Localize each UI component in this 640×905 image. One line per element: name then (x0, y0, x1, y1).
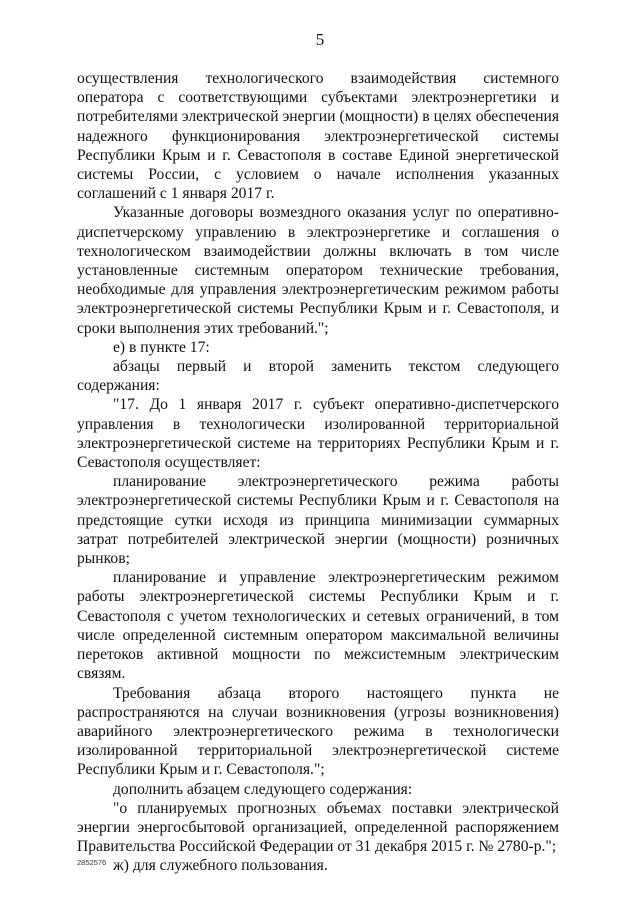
paragraph: Указанные договоры возмездного оказания услуг по оперативно-диспетчерскому управлению в электроэнергетике и соглашения о технологическом взаимодействии должны включать в том числе установленные системным оператором технические требования, необходимые для управления электроэнергетическим режимом работы электроэнергетической системы Республики Крым и г. Севастополя, и сроки выполнения этих требований."; (77, 204, 559, 337)
paragraph: планирование электроэнергетического режима работы электроэнергетической системы Республики Крым и г. Севастополя на предстоящие сутки исходя из принципа минимизации суммарных затрат потребителей электрической энергии (мощности) розничных рынков; (77, 473, 559, 568)
paragraph: ж) для служебного пользования. (113, 857, 328, 875)
paragraph: "о планируемых прогнозных объемах поставки электрической энергии энергосбытовой организацией, определенной распоряжением Правительства Российской Федерации от 31 декабря 2015 г. № 2780-р."; (77, 799, 559, 856)
paragraph: дополнить абзацем следующего содержания: (113, 780, 413, 798)
paragraph: "17. До 1 января 2017 г. субъект оперативно-диспетчерского управления в технологически изолированной территориальной электроэнергетической системе на территориях Республики Крым и г. Севастополя осуществляет: (77, 396, 559, 472)
paragraph: планирование и управление электроэнергетическим режимом работы электроэнергетической системы Республики Крым и г. Севастополя с учетом технологических и сетевых ограничений, в том числе определенной системным оператором максимальной величины перетоков активной мощности по межсистемным электрическим связям. (77, 569, 559, 683)
document-body (77, 69, 559, 876)
paragraph: осуществления технологического взаимодействия системного оператора с соответствующими субъектами электроэнергетики и потребителями электрической энергии (мощности) в целях обеспечения надежного функционирования электроэнергетической системы Республики Крым и г. Севастополя в составе Единой энергетической системы России, с условием о начале исполнения указанных соглашений с 1 января 2017 г. (77, 70, 559, 203)
paragraph: е) в пункте 17: (113, 338, 210, 356)
paragraph: абзацы первый и второй заменить текстом следующего содержания: (77, 358, 559, 395)
page-number: 5 (315, 30, 325, 49)
document-id: 2852576 (77, 858, 107, 867)
paragraph: Требования абзаца второго настоящего пункта не распространяются на случаи возникновения (угрозы возникновения) аварийного электроэнергетического режима в технологически изолированной территориальной электроэнергетической системе Республики Крым и г. Севастополя."; (77, 684, 559, 779)
